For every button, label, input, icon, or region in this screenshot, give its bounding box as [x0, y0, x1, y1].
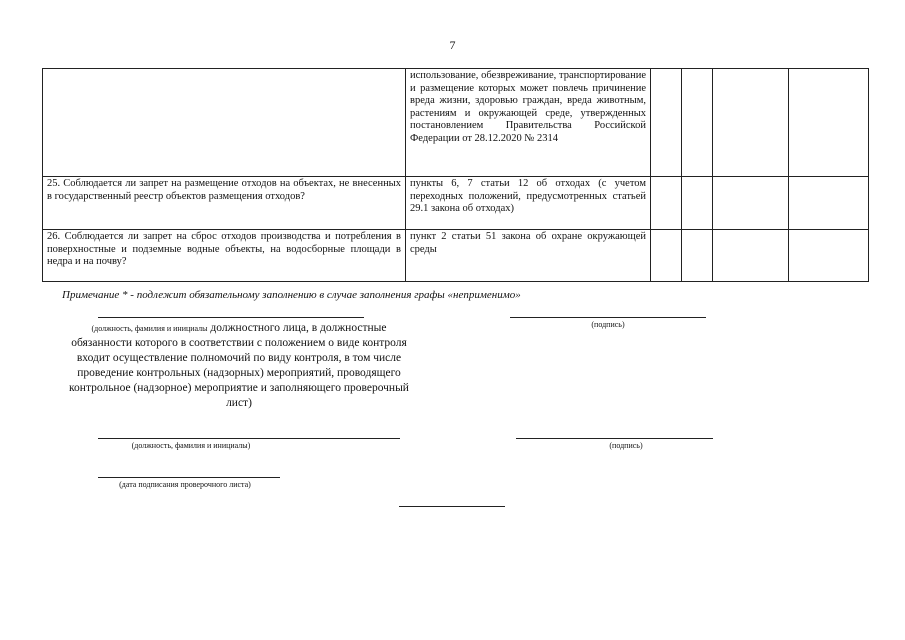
- table-row: [43, 69, 869, 177]
- requirement-cell: использование, обезвреживание, транспортирование и размещение которых может повлечь причинение вреда жизни, здоровью граждан, вреда животным, растениям и окружающей среде, утвержденных постановлением Правительства Российской Федерации от 28.12.2020 № 2314: [406, 69, 651, 177]
- answer-cell-no[interactable]: [682, 230, 713, 282]
- requirement-cell: пункт 2 статьи 51 закона об охране окружающей среды: [406, 230, 651, 282]
- answer-cell-no[interactable]: [682, 177, 713, 230]
- requirement-cell: пункты 6, 7 статьи 12 об отходах (с учетом переходных положений, предусмотренных статьей 29.1 закона об отходах): [406, 177, 651, 230]
- official-position-line: [98, 317, 364, 318]
- question-cell: 25. Соблюдается ли запрет на размещение отходов на объектах, не внесенных в государственный реестр объектов размещения отходов?: [43, 177, 406, 230]
- answer-cell-not-applicable[interactable]: [713, 177, 789, 230]
- comment-cell[interactable]: [789, 69, 869, 177]
- checklist-table: [42, 68, 869, 282]
- answer-cell-no[interactable]: [682, 69, 713, 177]
- signature-caption-1: (подпись): [591, 320, 625, 329]
- date-line: [98, 477, 280, 478]
- official-caption-lead: (должность, фамилия и инициалы: [91, 324, 208, 333]
- table-row: [43, 230, 869, 282]
- official-caption-text-1: должностного лица, в должностные обязанности которого в соответствии с положением о виде контроля: [71, 322, 407, 349]
- comment-cell[interactable]: [789, 230, 869, 282]
- official-position-caption: [60, 321, 418, 411]
- answer-cell-not-applicable[interactable]: [713, 230, 789, 282]
- page-number: 7: [449, 38, 456, 52]
- comment-cell[interactable]: [789, 177, 869, 230]
- closing-rule: [399, 506, 505, 507]
- signature-line-1: [510, 317, 706, 318]
- table-row: [43, 177, 869, 230]
- question-cell: 26. Соблюдается ли запрет на сброс отходов производства и потребления в поверхностные и подземные водные объекты, на водосборные площади в недра и на почву?: [43, 230, 406, 282]
- official-caption-text-2: входит осуществление полномочий по виду контроля, в том числе проведение контрольных (надзорных) мероприятий, проводящего контрольное (надзорное) мероприятие и заполняющего проверочный лист): [69, 352, 409, 409]
- date-caption: (дата подписания проверочного листа): [119, 480, 251, 489]
- position-caption: (должность, фамилия и инициалы): [131, 441, 251, 450]
- signature-caption-2: (подпись): [609, 441, 643, 450]
- footnote-note: Примечание * - подлежит обязательному заполнению в случае заполнения графы «неприменимо»: [62, 289, 521, 301]
- answer-cell-yes[interactable]: [651, 230, 682, 282]
- question-cell: [43, 69, 406, 177]
- answer-cell-yes[interactable]: [651, 69, 682, 177]
- answer-cell-yes[interactable]: [651, 177, 682, 230]
- signature-line-2: [516, 438, 713, 439]
- answer-cell-not-applicable[interactable]: [713, 69, 789, 177]
- position-line: [98, 438, 400, 439]
